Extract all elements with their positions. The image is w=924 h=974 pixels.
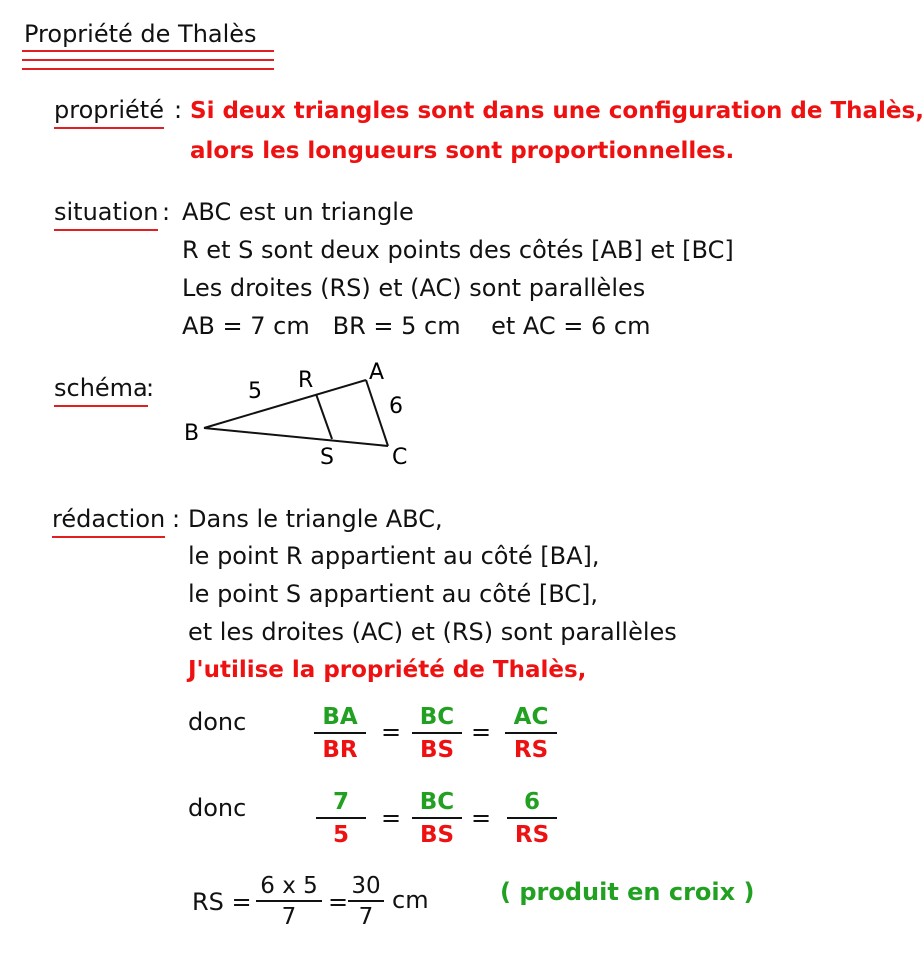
rs-lhs: RS =: [192, 888, 252, 916]
equals-sign: =: [328, 888, 349, 916]
situation-line-3: Les droites (RS) et (AC) sont parallèles: [182, 274, 646, 302]
segment-ac: [366, 380, 388, 446]
fraction-bc-bs: [412, 789, 462, 848]
fraction-30-7: [348, 873, 384, 930]
situation-colon: :: [162, 198, 171, 226]
segment-bc: [204, 428, 388, 446]
length-br-label: 5: [248, 379, 262, 404]
redaction-label: rédaction: [52, 505, 165, 533]
point-b-label: B: [184, 421, 200, 446]
length-ac-label: 6: [389, 394, 403, 419]
denominator: 7: [358, 904, 374, 930]
equals-sign: =: [471, 718, 492, 746]
denominator: BS: [419, 822, 455, 848]
denominator: BS: [419, 737, 455, 763]
situation-line-1: ABC est un triangle: [182, 198, 414, 226]
denominator: RS: [513, 737, 549, 763]
segment-ba: [204, 380, 366, 428]
redaction-line-4: et les droites (AC) et (RS) sont parallèles: [188, 618, 677, 646]
point-s-label: S: [320, 445, 334, 470]
equals-sign: =: [471, 804, 492, 832]
propriete-line-2: alors les longueurs sont proportionnelles.: [190, 138, 735, 164]
produit-en-croix-note: ( produit en croix ): [500, 878, 755, 906]
redaction-line-2: le point R appartient au côté [BA],: [188, 542, 600, 570]
numerator: BC: [419, 704, 455, 730]
point-a-label: A: [369, 360, 385, 385]
fraction-6x5-7: [256, 873, 322, 930]
donc-2: donc: [188, 794, 247, 822]
fraction-7-5: [316, 789, 366, 848]
fraction-6-rs: [507, 789, 557, 848]
situation-line-2: R et S sont deux points des côtés [AB] et [BC]: [182, 236, 734, 264]
equals-sign: =: [381, 804, 402, 832]
numerator: BC: [419, 789, 455, 815]
title-underline-2: [22, 59, 274, 61]
fraction-bc-bs: [412, 704, 462, 763]
segment-rs: [316, 394, 332, 439]
numerator: 6: [523, 789, 540, 815]
point-r-label: R: [298, 368, 314, 393]
propriete-line-1: Si deux triangles sont dans une configuration de Thalès,: [190, 98, 924, 124]
page-title: Propriété de Thalès: [24, 20, 257, 48]
redaction-line-3: le point S appartient au côté [BC],: [188, 580, 598, 608]
situation-line-4: AB = 7 cm BR = 5 cm et AC = 6 cm: [182, 312, 651, 340]
fraction-ac-rs: [505, 704, 557, 763]
donc-1: donc: [188, 708, 247, 736]
numerator: 30: [351, 873, 381, 899]
numerator: 7: [332, 789, 349, 815]
numerator: 6 x 5: [260, 873, 318, 899]
denominator: 7: [281, 904, 297, 930]
denominator: BR: [322, 737, 358, 763]
thales-usage: J'utilise la propriété de Thalès,: [188, 657, 587, 683]
redaction-colon: :: [172, 505, 181, 533]
denominator: RS: [514, 822, 550, 848]
propriete-label: propriété: [54, 96, 164, 124]
schema-label: schéma: [54, 374, 148, 402]
title-underline-3: [22, 68, 274, 70]
schema-colon: :: [146, 374, 155, 402]
title-underline-1: [22, 50, 274, 52]
situation-label: situation: [54, 198, 158, 226]
point-c-label: C: [392, 445, 408, 470]
propriete-colon: :: [174, 96, 183, 124]
numerator: BA: [322, 704, 358, 730]
denominator: 5: [332, 822, 349, 848]
unit-cm: cm: [392, 886, 429, 914]
equals-sign: =: [381, 718, 402, 746]
triangle-diagram: [170, 354, 430, 474]
numerator: AC: [513, 704, 549, 730]
fraction-ba-br: [314, 704, 366, 763]
redaction-line-1: Dans le triangle ABC,: [188, 505, 443, 533]
